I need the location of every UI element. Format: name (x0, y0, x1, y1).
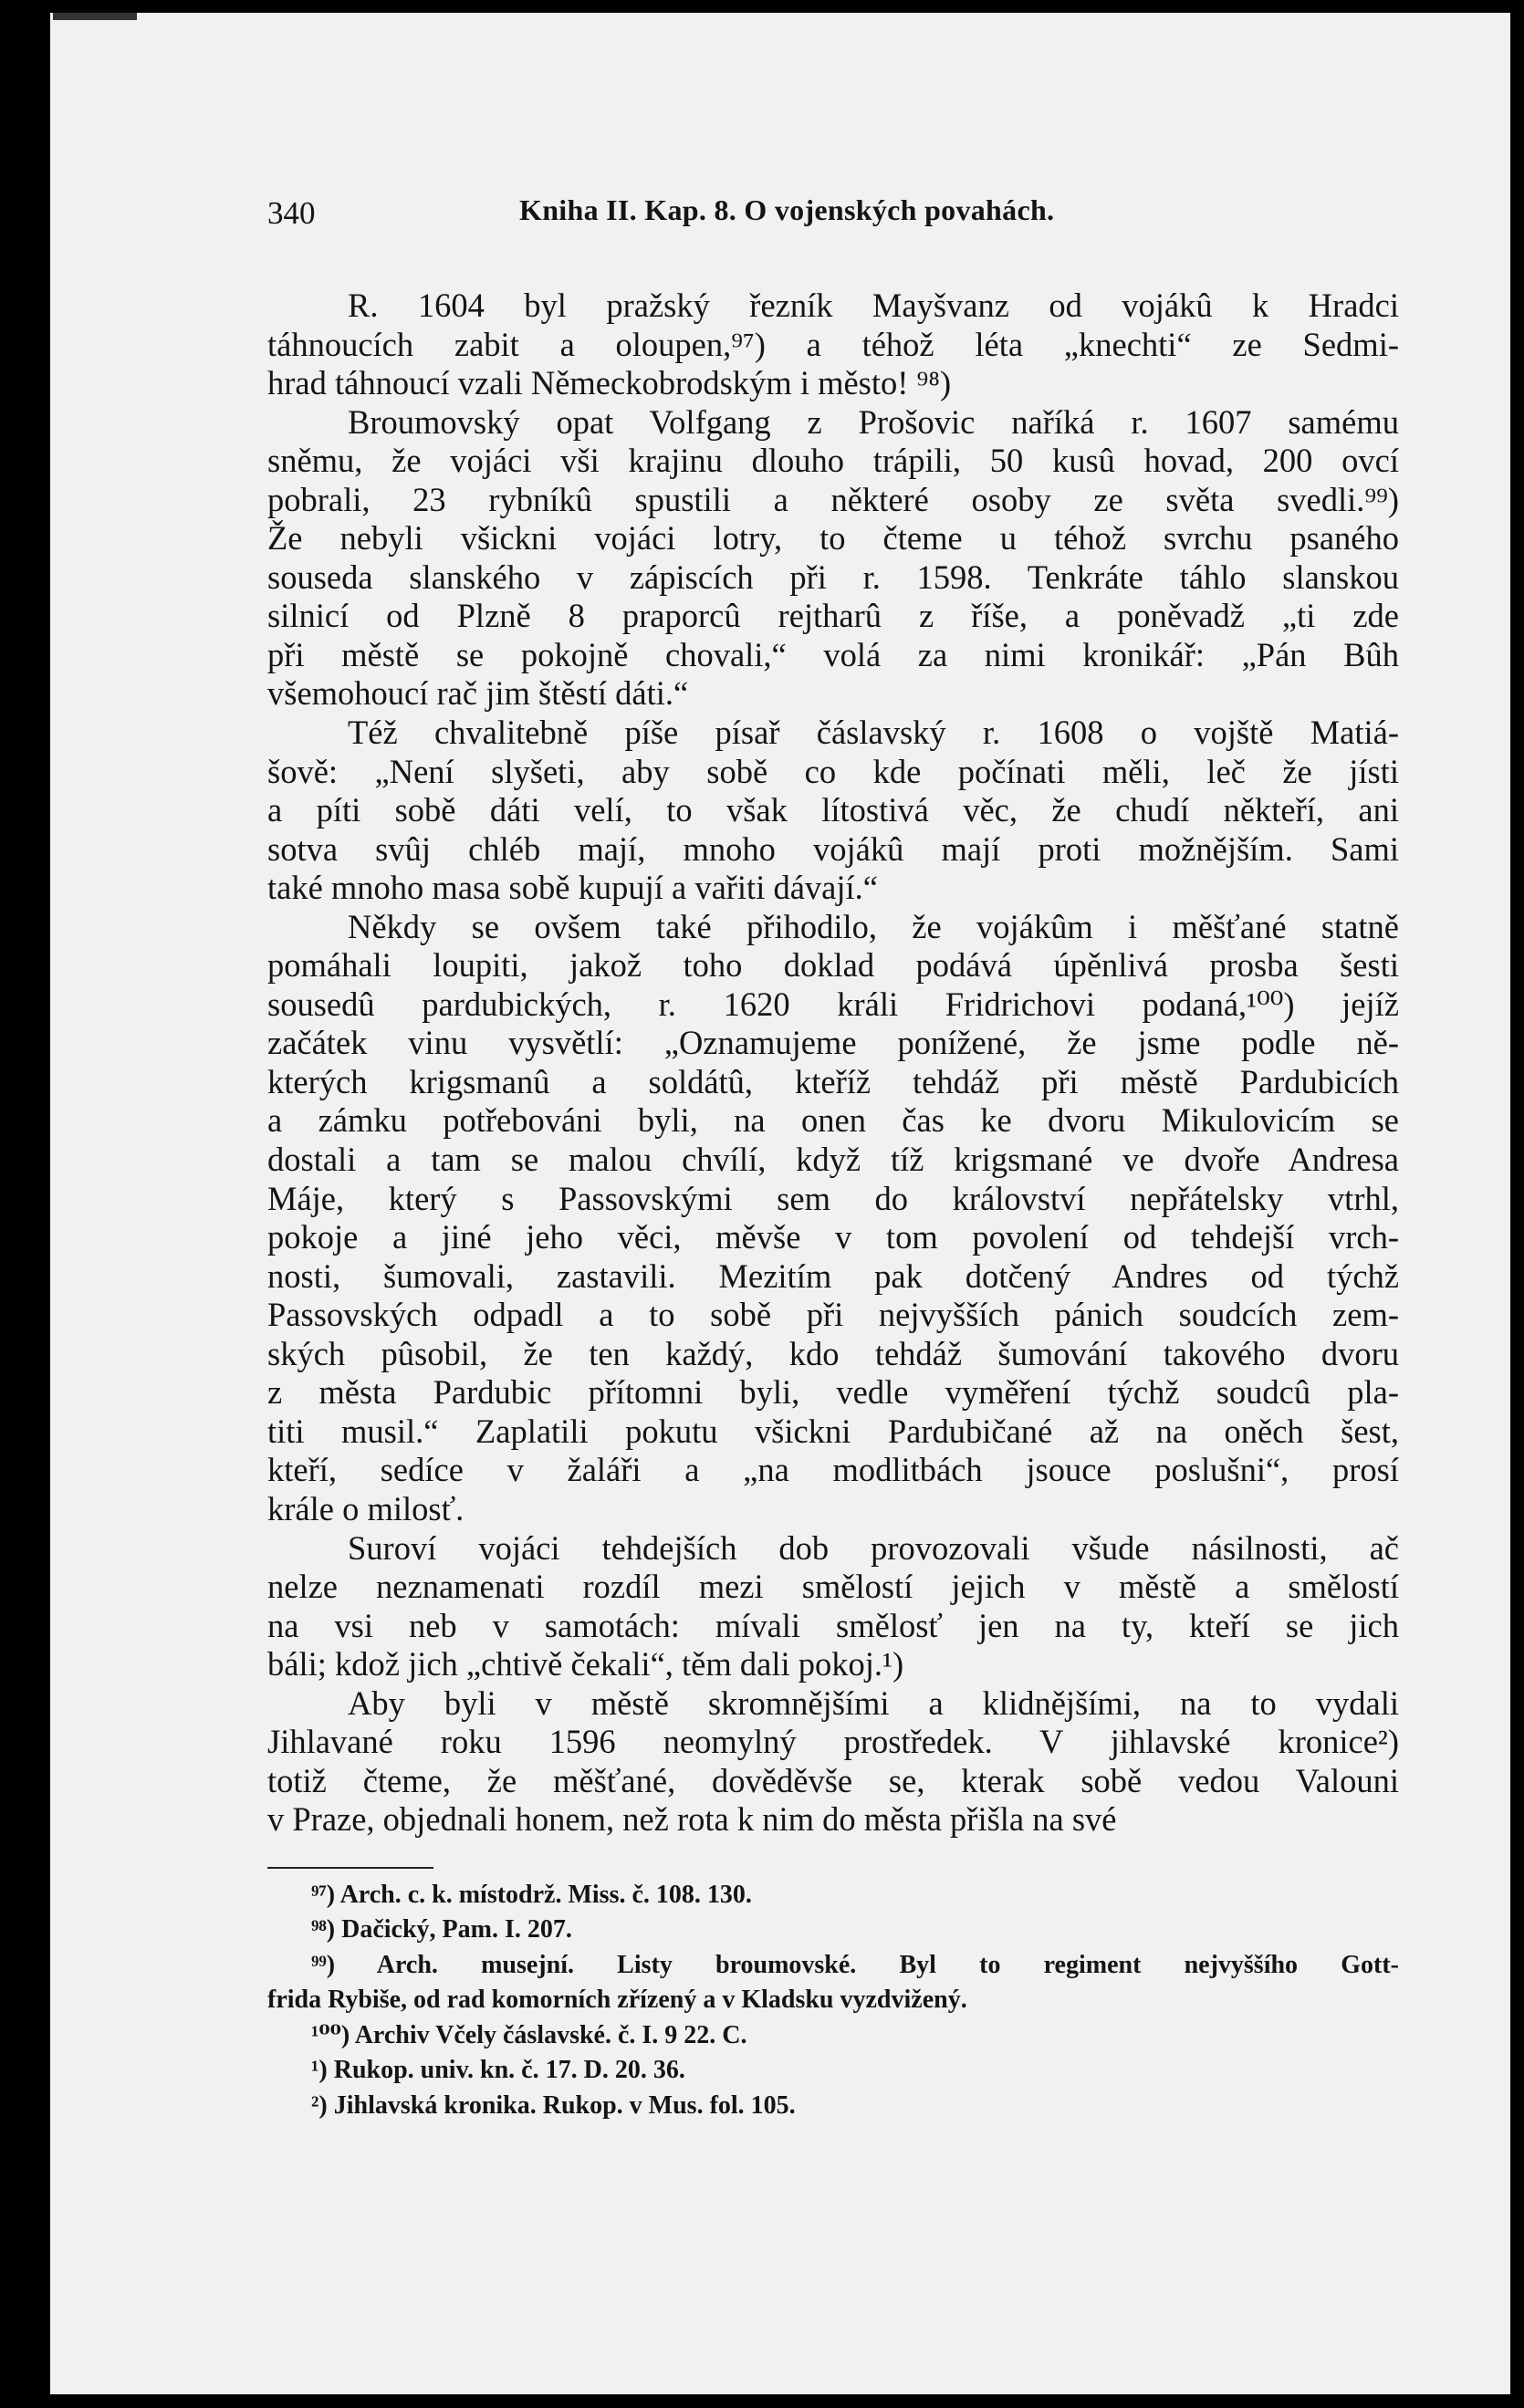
text-line: hrad táhnoucí vzali Německobrodským i město! ⁹⁸) (267, 364, 952, 402)
running-title: Kniha II. Kap. 8. O vojenských povahách. (519, 193, 1055, 226)
text-line: báli; kdož jich „chtivě čekali“, těm dali pokoj.¹) (267, 1645, 904, 1684)
text-line: Aby byli v městě skromnějšími a klidnějšími, na to vydali (348, 1684, 1399, 1722)
footnote: ⁹⁸) Dačický, Pam. I. 207. (311, 1915, 572, 1944)
text-line: nosti, šumovali, zastavili. Mezitím pak dotčený Andres od týchž (267, 1256, 1399, 1295)
text-line: silnicí od Plzně 8 praporcû rejtharû z říše, a poněvadž „ti zde (267, 597, 1399, 635)
text-line: při městě se pokojně chovali,“ volá za nimi kronikář: „Pán Bûh (267, 635, 1399, 673)
text-line: na vsi neb v samotách: mívali smělosť jen na ty, kteří se jich (267, 1606, 1399, 1644)
text-line: pomáhali loupiti, jakož toho doklad podává úpěnlivá prosba šesti (267, 946, 1399, 985)
paragraph (267, 403, 1399, 714)
text-line: šově: „Není slyšeti, aby sobě co kde počínati měli, leč že jísti (267, 752, 1399, 790)
text-line: začátek vinu vysvětlí: „Oznamujeme ponížené, že jsme podle ně- (267, 1024, 1399, 1062)
text-line: a zámku potřebováni byli, na onen čas ke dvoru Mikulovicím se (267, 1101, 1399, 1140)
text-line: souseda slanského v zápiscích při r. 1598. Tenkráte táhlo slanskou (267, 558, 1399, 596)
paragraph (267, 1529, 1399, 1684)
text-line: Suroví vojáci tehdejších dob provozovali všude násilnosti, ač (348, 1528, 1399, 1567)
text-line: Též chvalitebně píše písař čáslavský r. 1608 o vojště Matiá- (348, 714, 1399, 752)
text-line: Máje, který s Passovskými sem do království nepřátelsky vtrhl, (267, 1179, 1399, 1217)
text-line: z města Pardubic přítomni byli, vedle vyměření týchž soudcû pla- (267, 1373, 1399, 1412)
page-header (267, 192, 1399, 231)
text-line: Broumovský opat Volfgang z Prošovic naříká r. 1607 samému (348, 402, 1399, 441)
text-line: Že nebyli všickni vojáci lotry, to čteme u téhož svrchu psaného (267, 519, 1399, 558)
text-line: sousedû pardubických, r. 1620 králi Fridrichovi podaná,¹⁰⁰) jejíž (267, 985, 1399, 1023)
footnote-divider (267, 1867, 433, 1869)
text-line: dostali a tam se malou chvílí, když tíž krigsmané ve dvoře Andresa (267, 1141, 1399, 1179)
footnote: ⁹⁷) Arch. c. k. místodrž. Miss. č. 108. 130. (311, 1880, 752, 1909)
text-line: kteří, sedíce v žaláři a „na modlitbách jsouce poslušni“, prosí (267, 1451, 1399, 1489)
text-line: také mnoho masa sobě kupují a vařiti dávají.“ (267, 869, 878, 907)
paragraph (267, 714, 1399, 908)
footnote: ¹⁰⁰) Archiv Včely čáslavské. č. I. 9 22. C. (311, 2020, 747, 2049)
text-line: táhnoucích zabit a oloupen,⁹⁷) a téhož léta „knechti“ ze Sedmi- (267, 325, 1399, 363)
footnote: ²) Jihlavská kronika. Rukop. v Mus. fol. 105. (311, 2090, 796, 2120)
footnote: ¹) Rukop. univ. kn. č. 17. D. 20. 36. (311, 2056, 685, 2085)
text-line: a píti sobě dáti velí, to však lítostivá věc, že chudí někteří, ani (267, 791, 1399, 829)
text-line: Jihlavané roku 1596 neomylný prostředek. V jihlavské kronice²) (267, 1723, 1399, 1761)
paragraph (267, 287, 1399, 403)
text-line: pokoje a jiné jeho věci, měvše v tom povolení od tehdejší vrch- (267, 1218, 1399, 1256)
text-line: všemohoucí rač jim štěstí dáti.“ (267, 674, 689, 713)
paragraph (267, 1684, 1399, 1840)
footnotes (267, 1878, 1399, 2124)
footnote: ⁹⁹) Arch. musejní. Listy broumovské. Byl to regiment nejvyššího Gott- (311, 1950, 1399, 1979)
text-line: R. 1604 byl pražský řezník Mayšvanz od vojákû k Hradci (348, 287, 1399, 324)
body-text (267, 287, 1399, 1840)
text-line: sněmu, že vojáci vši krajinu dlouho trápili, 50 kusû hovad, 200 ovcí (267, 442, 1399, 480)
text-line: kterých krigsmanû a soldátû, kteříž tehdáž při městě Pardubicích (267, 1062, 1399, 1100)
text-line: krále o milosť. (267, 1489, 465, 1527)
paragraph (267, 908, 1399, 1529)
text-line: totiž čteme, že měšťané, dověděvše se, kterak sobě vedou Valouni (267, 1761, 1399, 1799)
text-line: nelze neznamenati rozdíl mezi smělostí jejich v městě a smělostí (267, 1568, 1399, 1606)
footnote: frida Rybiše, od rad komorních zřízený a v Kladsku vyzdvižený. (267, 1986, 967, 2015)
page-content (267, 192, 1399, 2123)
text-line: pobrali, 23 rybníkû spustili a některé osoby ze světa svedli.⁹⁹) (267, 480, 1399, 518)
text-line: v Praze, objednali honem, než rota k nim do města přišla na své (267, 1800, 1117, 1839)
page-number: 340 (267, 195, 316, 231)
text-line: Passovských odpadl a to sobě při nejvyšších pánich soudcích zem- (267, 1296, 1399, 1334)
text-line: titi musil.“ Zaplatili pokutu všickni Pardubičané až na oněch šest, (267, 1412, 1399, 1450)
text-line: sotva svûj chléb mají, mnoho vojákû mají proti možnějším. Sami (267, 829, 1399, 868)
text-line: ských pûsobil, že ten každý, kdo tehdáž šumování takového dvoru (267, 1334, 1399, 1372)
scan-edge-mark (53, 13, 137, 20)
text-line: Někdy se ovšem také přihodilo, že vojákûm i měšťané statně (348, 907, 1399, 945)
